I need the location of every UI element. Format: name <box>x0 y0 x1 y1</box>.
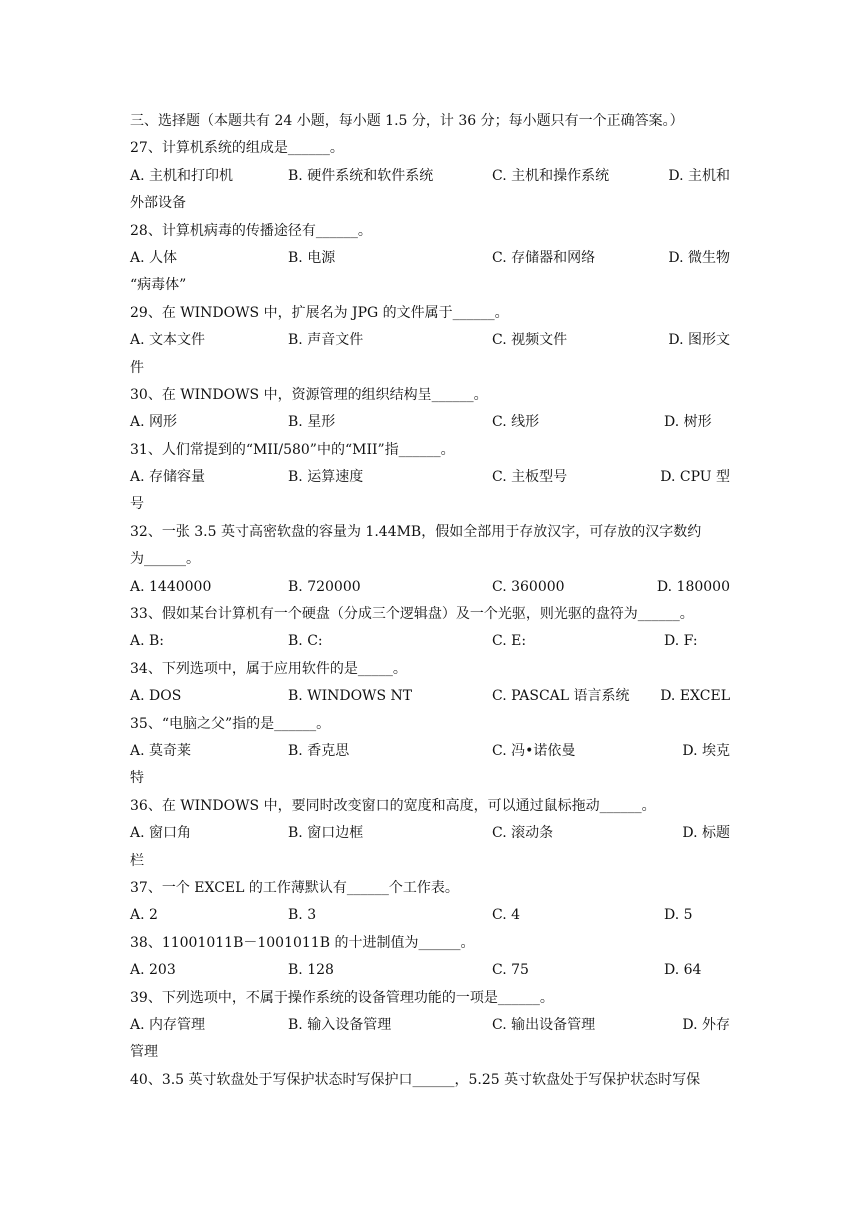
option-d: D. 180000 <box>656 578 730 595</box>
option-c: C. 滚动条 <box>492 825 554 842</box>
question-stem: 29、在 WINDOWS 中，扩展名为 JPG 的文件属于______。 <box>130 304 509 321</box>
option-d: D. 标题 <box>682 825 730 842</box>
question-stem: 37、一个 EXCEL 的工作薄默认有______个工作表。 <box>130 879 459 896</box>
option-b: B. 声音文件 <box>288 332 364 349</box>
option-d: D. 埃克 <box>682 742 730 759</box>
option-continuation: 管理 <box>130 1044 158 1061</box>
option-b: B. 香克思 <box>288 742 350 759</box>
option-continuation: 件 <box>130 359 144 376</box>
option-c: C. 主板型号 <box>492 469 568 486</box>
option-c: C. 4 <box>492 907 521 924</box>
question-block <box>130 218 732 300</box>
options-row <box>130 820 732 847</box>
option-b: B. 720000 <box>288 578 361 595</box>
option-d: D. 64 <box>664 962 702 979</box>
option-c: C. 线形 <box>492 414 540 431</box>
option-d: D. 微生物 <box>668 249 730 266</box>
option-b: B. 电源 <box>288 249 336 266</box>
option-a: A. 1440000 <box>130 578 212 595</box>
question-block <box>130 985 732 1067</box>
option-c: C. PASCAL 语言系统 <box>492 688 630 705</box>
question-stem: 36、在 WINDOWS 中，要同时改变窗口的宽度和高度，可以通过鼠标拖动______。 <box>130 797 656 814</box>
option-c: C. 存储器和网络 <box>492 249 596 266</box>
option-c: C. 360000 <box>492 578 565 595</box>
question-block <box>130 930 732 985</box>
options-row <box>130 683 732 710</box>
option-continuation: 号 <box>130 496 144 513</box>
option-c: C. 75 <box>492 962 529 979</box>
option-d: D. EXCEL <box>660 688 730 705</box>
question-block <box>130 437 732 519</box>
option-a: A. 存储容量 <box>130 469 206 486</box>
option-a: A. 主机和打印机 <box>130 167 234 184</box>
question-block <box>130 519 732 601</box>
options-row <box>130 1012 732 1039</box>
question-block <box>130 135 732 217</box>
option-d: D. 5 <box>664 907 693 924</box>
option-b: B. WINDOWS NT <box>288 688 413 705</box>
question-block <box>130 1067 732 1094</box>
option-b: B. 128 <box>288 962 334 979</box>
option-c: C. 输出设备管理 <box>492 1016 596 1033</box>
question-block <box>130 875 732 930</box>
question-stem: 32、一张 3.5 英寸高密软盘的容量为 1.44MB，假如全部用于存放汉字，可存放的汉字数约 <box>130 523 702 540</box>
option-a: A. 网形 <box>130 414 178 431</box>
option-c: C. 冯•诺依曼 <box>492 742 576 759</box>
options-row <box>130 464 732 491</box>
question-block <box>130 656 732 711</box>
options-row <box>130 957 732 984</box>
options-row <box>130 409 732 436</box>
option-d: D. F: <box>664 633 698 650</box>
option-b: B. 星形 <box>288 414 336 431</box>
options-row <box>130 163 732 190</box>
question-stem: 为______。 <box>130 551 200 568</box>
question-block <box>130 601 732 656</box>
options-row <box>130 574 732 601</box>
option-d: D. 主机和 <box>668 167 730 184</box>
option-b: B. 运算速度 <box>288 469 364 486</box>
option-c: C. E: <box>492 633 527 650</box>
option-continuation: 栏 <box>130 852 144 869</box>
exam-page <box>130 108 732 1094</box>
option-d: D. 图形文 <box>668 332 730 349</box>
option-a: A. 人体 <box>130 249 178 266</box>
option-continuation: 特 <box>130 770 144 787</box>
option-d: D. 外存 <box>682 1016 730 1033</box>
option-a: A. B: <box>130 633 165 650</box>
question-stem: 28、计算机病毒的传播途径有______。 <box>130 222 372 239</box>
option-b: B. 硬件系统和软件系统 <box>288 167 434 184</box>
option-continuation: “病毒体” <box>130 277 187 294</box>
option-a: A. 莫奇莱 <box>130 742 192 759</box>
options-row <box>130 327 732 354</box>
option-c: C. 视频文件 <box>492 332 568 349</box>
question-block <box>130 711 732 793</box>
option-a: A. 内存管理 <box>130 1016 206 1033</box>
question-stem: 35、“电脑之父”指的是______。 <box>130 715 331 732</box>
option-a: A. 2 <box>130 907 158 924</box>
option-a: A. 窗口角 <box>130 825 192 842</box>
option-d: D. 树形 <box>664 414 712 431</box>
options-row <box>130 628 732 655</box>
option-b: B. C: <box>288 633 323 650</box>
question-block <box>130 793 732 875</box>
option-d: D. CPU 型 <box>660 469 730 486</box>
option-a: A. DOS <box>130 688 182 705</box>
question-block <box>130 382 732 437</box>
options-row <box>130 738 732 765</box>
options-row <box>130 902 732 929</box>
question-list <box>130 135 732 1094</box>
question-stem: 39、下列选项中，不属于操作系统的设备管理功能的一项是______。 <box>130 989 554 1006</box>
option-a: A. 文本文件 <box>130 332 206 349</box>
option-b: B. 3 <box>288 907 317 924</box>
question-stem: 30、在 WINDOWS 中，资源管理的组织结构呈______。 <box>130 386 488 403</box>
option-a: A. 203 <box>130 962 176 979</box>
option-b: B. 窗口边框 <box>288 825 364 842</box>
question-stem: 33、假如某台计算机有一个硬盘（分成三个逻辑盘）及一个光驱，则光驱的盘符为______。 <box>130 606 694 623</box>
question-stem: 38、11001011B－1001011B 的十进制值为______。 <box>130 934 475 951</box>
option-c: C. 主机和操作系统 <box>492 167 610 184</box>
section-title: 三、选择题（本题共有 24 小题，每小题 1.5 分，计 36 分；每小题只有一个正确答案。） <box>130 113 684 129</box>
question-stem: 40、3.5 英寸软盘处于写保护状态时写保护口______，5.25 英寸软盘处于写保护状态时写保 <box>130 1071 701 1088</box>
option-b: B. 输入设备管理 <box>288 1016 392 1033</box>
question-stem: 34、下列选项中，属于应用软件的是_____。 <box>130 660 407 677</box>
question-block <box>130 300 732 382</box>
options-row <box>130 245 732 272</box>
question-stem: 27、计算机系统的组成是______。 <box>130 140 344 157</box>
option-continuation: 外部设备 <box>130 195 186 212</box>
question-stem: 31、人们常提到的“MII/580”中的“MII”指______。 <box>130 441 455 458</box>
